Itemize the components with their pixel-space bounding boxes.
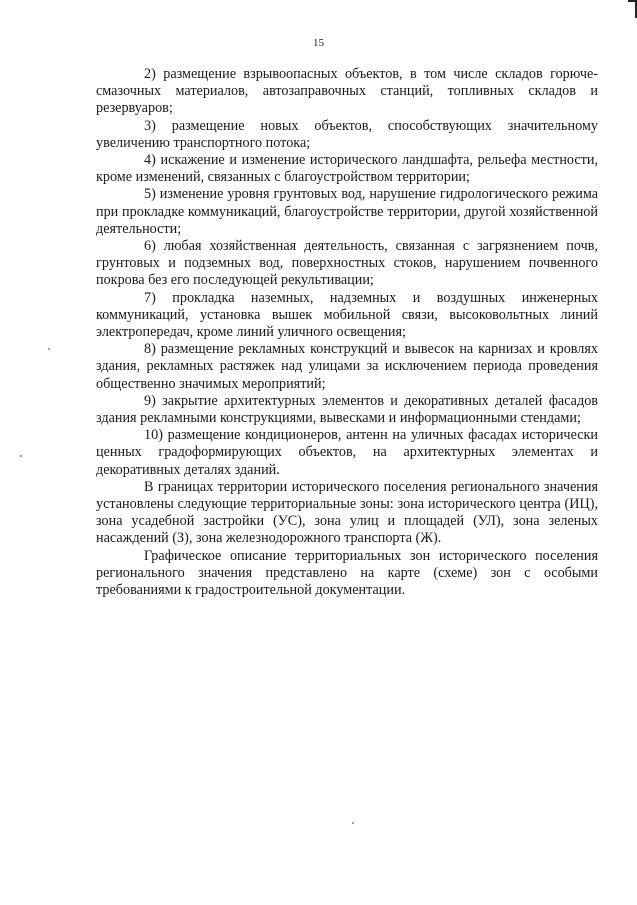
page-number: 15	[313, 37, 324, 49]
scan-speck	[20, 455, 22, 457]
paragraph-item-7: 7) прокладка наземных, надземных и воздушных инженерных коммуникаций, установка вышек мобильной связи, высоковольтных линий электропередач, кроме линий уличного освещения;	[96, 289, 598, 341]
paragraph-item-5: 5) изменение уровня грунтовых вод, нарушение гидрологического режима при прокладке коммуникаций, благоустройстве территории, другой хозяйственной деятельности;	[96, 186, 598, 237]
paragraph-graphic-description: Графическое описание территориальных зон исторического поселения регионального значения представлено на карте (схеме) зон с особыми требованиями к градостроительной документации.	[96, 547, 598, 599]
paragraph-item-3: 3) размещение новых объектов, способствующих значительному увеличению транспортного потока;	[96, 117, 598, 151]
paragraph-item-10: 10) размещение кондиционеров, антенн на уличных фасадах исторически ценных градоформирующих объектов, на архитектурных элементах и декоративных деталях зданий.	[96, 427, 598, 478]
paragraph-item-6: 6) любая хозяйственная деятельность, связанная с загрязнением почв, грунтовых и подземных вод, поверхностных стоков, нарушением почвенного покрова без его последующей рекультивации;	[96, 238, 598, 289]
scan-speck	[48, 348, 50, 350]
document-body	[96, 66, 598, 599]
scan-corner-mark	[628, 0, 637, 18]
paragraph-item-8: 8) размещение рекламных конструкций и вывесок на карнизах и кровлях здания, рекламных растяжек над улицами за исключением периода проведения общественно значимых мероприятий;	[96, 341, 598, 392]
scan-speck	[352, 822, 354, 824]
paragraph-zones: В границах территории исторического поселения регионального значения установлены следующие территориальные зоны: зона исторического центра (ИЦ), зона усадебной застройки (УС), зона улиц и площадей (УЛ), зона зеленых насаждений (З), зона железнодорожного транспорта (Ж).	[96, 478, 598, 547]
paragraph-item-2: 2) размещение взрывоопасных объектов, в том числе складов горюче-смазочных материалов, автозаправочных станций, топливных складов и резервуаров;	[96, 66, 598, 117]
paragraph-item-9: 9) закрытие архитектурных элементов и декоративных деталей фасадов здания рекламными конструкциями, вывесками и информационными стендами;	[96, 392, 598, 427]
paragraph-item-4: 4) искажение и изменение исторического ландшафта, рельефа местности, кроме изменений, связанных с благоустройством территории;	[96, 152, 598, 186]
